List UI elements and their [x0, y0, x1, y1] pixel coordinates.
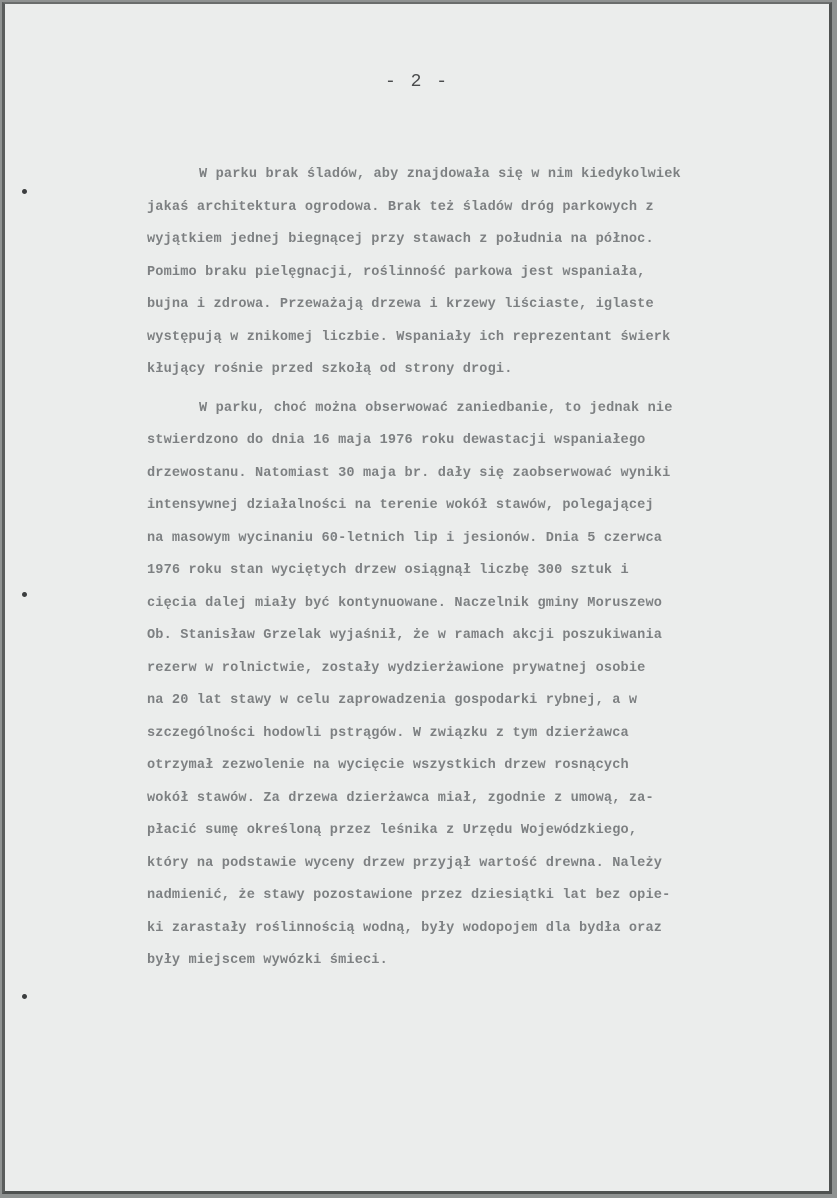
text-line: otrzymał zezwolenie na wycięcie wszystkich drzew rosnących: [147, 758, 629, 773]
binder-hole-mark: [22, 994, 27, 999]
text-line: występują w znikomej liczbie. Wspaniały ich reprezentant świerk: [147, 329, 671, 345]
text-line: intensywnej działalności na terenie wokół stawów, polegającej: [147, 498, 654, 513]
text-line: wokół stawów. Za drzewa dzierżawca miał, zgodnie z umową, za-: [147, 790, 654, 806]
text-line: na 20 lat stawy w celu zaprowadzenia gospodarki rybnej, a w: [147, 693, 638, 708]
document-page: [2, 2, 832, 1194]
text-line: były miejscem wywózki śmieci.: [147, 953, 388, 968]
text-line: nadmienić, że stawy pozostawione przez dziesiątki lat bez opie-: [147, 888, 671, 903]
text-line: bujna i zdrowa. Przeważają drzewa i krzewy liściaste, iglaste: [147, 297, 654, 312]
paragraph-1: [147, 159, 812, 387]
text-line: wyjątkiem jednej biegnącej przy stawach z południa na północ.: [147, 232, 654, 247]
text-line: Ob. Stanisław Grzelak wyjaśnił, że w ramach akcji poszukiwania: [147, 628, 663, 643]
text-line: Pomimo braku pielęgnacji, roślinność parkowa jest wspaniała,: [147, 264, 646, 280]
text-line: kłujący rośnie przed szkołą od strony drogi.: [147, 362, 513, 377]
binder-hole-mark: [22, 189, 27, 194]
text-line: który na podstawie wyceny drzew przyjął wartość drewna. Należy: [147, 855, 663, 871]
text-line: rezerw w rolnictwie, zostały wydzierżawione prywatnej osobie: [147, 660, 646, 676]
text-line: W parku, choć można obserwować zaniedbanie, to jednak nie: [199, 400, 673, 416]
body-text: [147, 159, 812, 984]
text-line: cięcia dalej miały być kontynuowane. Naczelnik gminy Moruszewo: [147, 595, 663, 611]
text-line: stwierdzono do dnia 16 maja 1976 roku dewastacji wspaniałego: [147, 433, 646, 448]
text-line: jakaś architektura ogrodowa. Brak też śladów dróg parkowych z: [147, 199, 654, 215]
text-line: drzewostanu. Natomiast 30 maja br. dały się zaobserwować wyniki: [147, 465, 671, 481]
text-line: W parku brak śladów, aby znajdowała się w nim kiedykolwiek: [199, 167, 681, 182]
text-line: 1976 roku stan wyciętych drzew osiągnął liczbę 300 sztuk i: [147, 563, 629, 578]
text-line: szczególności hodowli pstrągów. W związku z tym dzierżawca: [147, 725, 629, 741]
binder-hole-mark: [22, 592, 27, 597]
text-line: płacić sumę określoną przez leśnika z Urzędu Wojewódzkiego,: [147, 823, 638, 838]
text-line: na masowym wycinaniu 60-letnich lip i jesionów. Dnia 5 czerwca: [147, 530, 663, 546]
page-number: - 2 -: [384, 72, 449, 92]
paragraph-2: [147, 393, 812, 978]
text-line: ki zarastały roślinnością wodną, były wodopojem dla bydła oraz: [147, 920, 663, 936]
